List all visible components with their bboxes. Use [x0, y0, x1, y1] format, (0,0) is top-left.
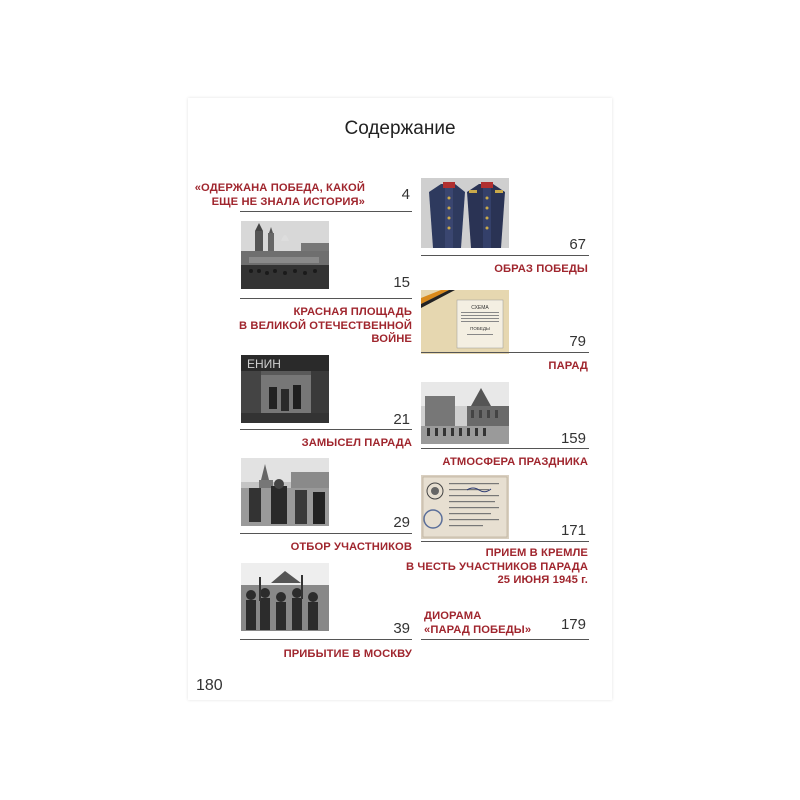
title-line: 25 ИЮНЯ 1945 г. [497, 574, 588, 586]
toc-entry-title[interactable] [368, 547, 588, 588]
photo-celebration [421, 382, 509, 444]
toc-entry-title[interactable] [165, 182, 365, 209]
page-ref: 39 [393, 620, 410, 637]
page-ref: 67 [569, 236, 586, 253]
page-ref: 79 [569, 333, 586, 350]
photo-officers [241, 458, 329, 526]
page-ref: 21 [393, 411, 410, 428]
page-title: Содержание [344, 118, 456, 139]
photo-arrival [241, 563, 329, 631]
divider [421, 448, 589, 449]
title-line: ДИОРАМА [424, 610, 482, 622]
photo-uniforms [421, 178, 509, 248]
divider [240, 533, 412, 534]
page-ref: 15 [393, 274, 410, 291]
title-line: КРАСНАЯ ПЛОЩАДЬ [293, 306, 412, 318]
toc-entry-title[interactable] [368, 456, 588, 470]
title-line: «ОДЕРЖАНА ПОБЕДА, КАКОЙ [194, 182, 365, 194]
divider [421, 352, 589, 353]
photo-kremlin-invitation [421, 475, 509, 539]
document-word: ПОБЕДЫ [470, 326, 490, 331]
photo-red-square [241, 221, 329, 289]
toc-entry-title[interactable] [212, 437, 412, 451]
title-line: В ВЕЛИКОЙ ОТЕЧЕСТВЕННОЙ [239, 319, 412, 332]
mausoleum-inscription: ЕНИН [247, 357, 281, 371]
title-line: ПРИЕМ В КРЕМЛЕ [485, 547, 588, 559]
divider [240, 429, 412, 430]
page-number: 180 [196, 677, 223, 694]
divider [240, 211, 412, 212]
page-ref: 159 [560, 430, 586, 447]
divider [421, 639, 589, 640]
title-line: ЕЩЕ НЕ ЗНАЛА ИСТОРИЯ» [211, 195, 365, 208]
divider [240, 298, 412, 299]
title-line: ЗАМЫСЕЛ ПАРАДА [301, 437, 412, 449]
page-ref: 179 [560, 616, 586, 633]
document-heading: СХЕМА [471, 305, 489, 311]
title-line: ОТБОР УЧАСТНИКОВ [290, 541, 412, 553]
photo-parade-document [421, 290, 509, 354]
title-line: ВОЙНЕ [371, 333, 412, 345]
title-line: ОБРАЗ ПОБЕДЫ [494, 263, 588, 275]
divider [240, 639, 412, 640]
title-line: «ПАРАД ПОБЕДЫ» [424, 623, 532, 636]
title-line: ПРИБЫТИЕ В МОСКВУ [283, 648, 412, 660]
toc-entry-title[interactable] [212, 648, 412, 662]
divider [421, 541, 589, 542]
title-line: В ЧЕСТЬ УЧАСТНИКОВ ПАРАДА [405, 560, 588, 573]
page-ref: 4 [401, 186, 410, 203]
toc-entry-title[interactable] [388, 263, 588, 277]
photo-mausoleum [241, 355, 329, 423]
toc-entry-title[interactable] [388, 360, 588, 374]
divider [421, 255, 589, 256]
toc-entry-title[interactable] [424, 610, 544, 637]
page-ref: 171 [560, 522, 586, 539]
toc-entry-title[interactable] [212, 306, 412, 347]
page-ref: 29 [393, 514, 410, 531]
title-line: АТМОСФЕРА ПРАЗДНИКА [442, 456, 588, 468]
title-line: ПАРАД [548, 360, 588, 372]
